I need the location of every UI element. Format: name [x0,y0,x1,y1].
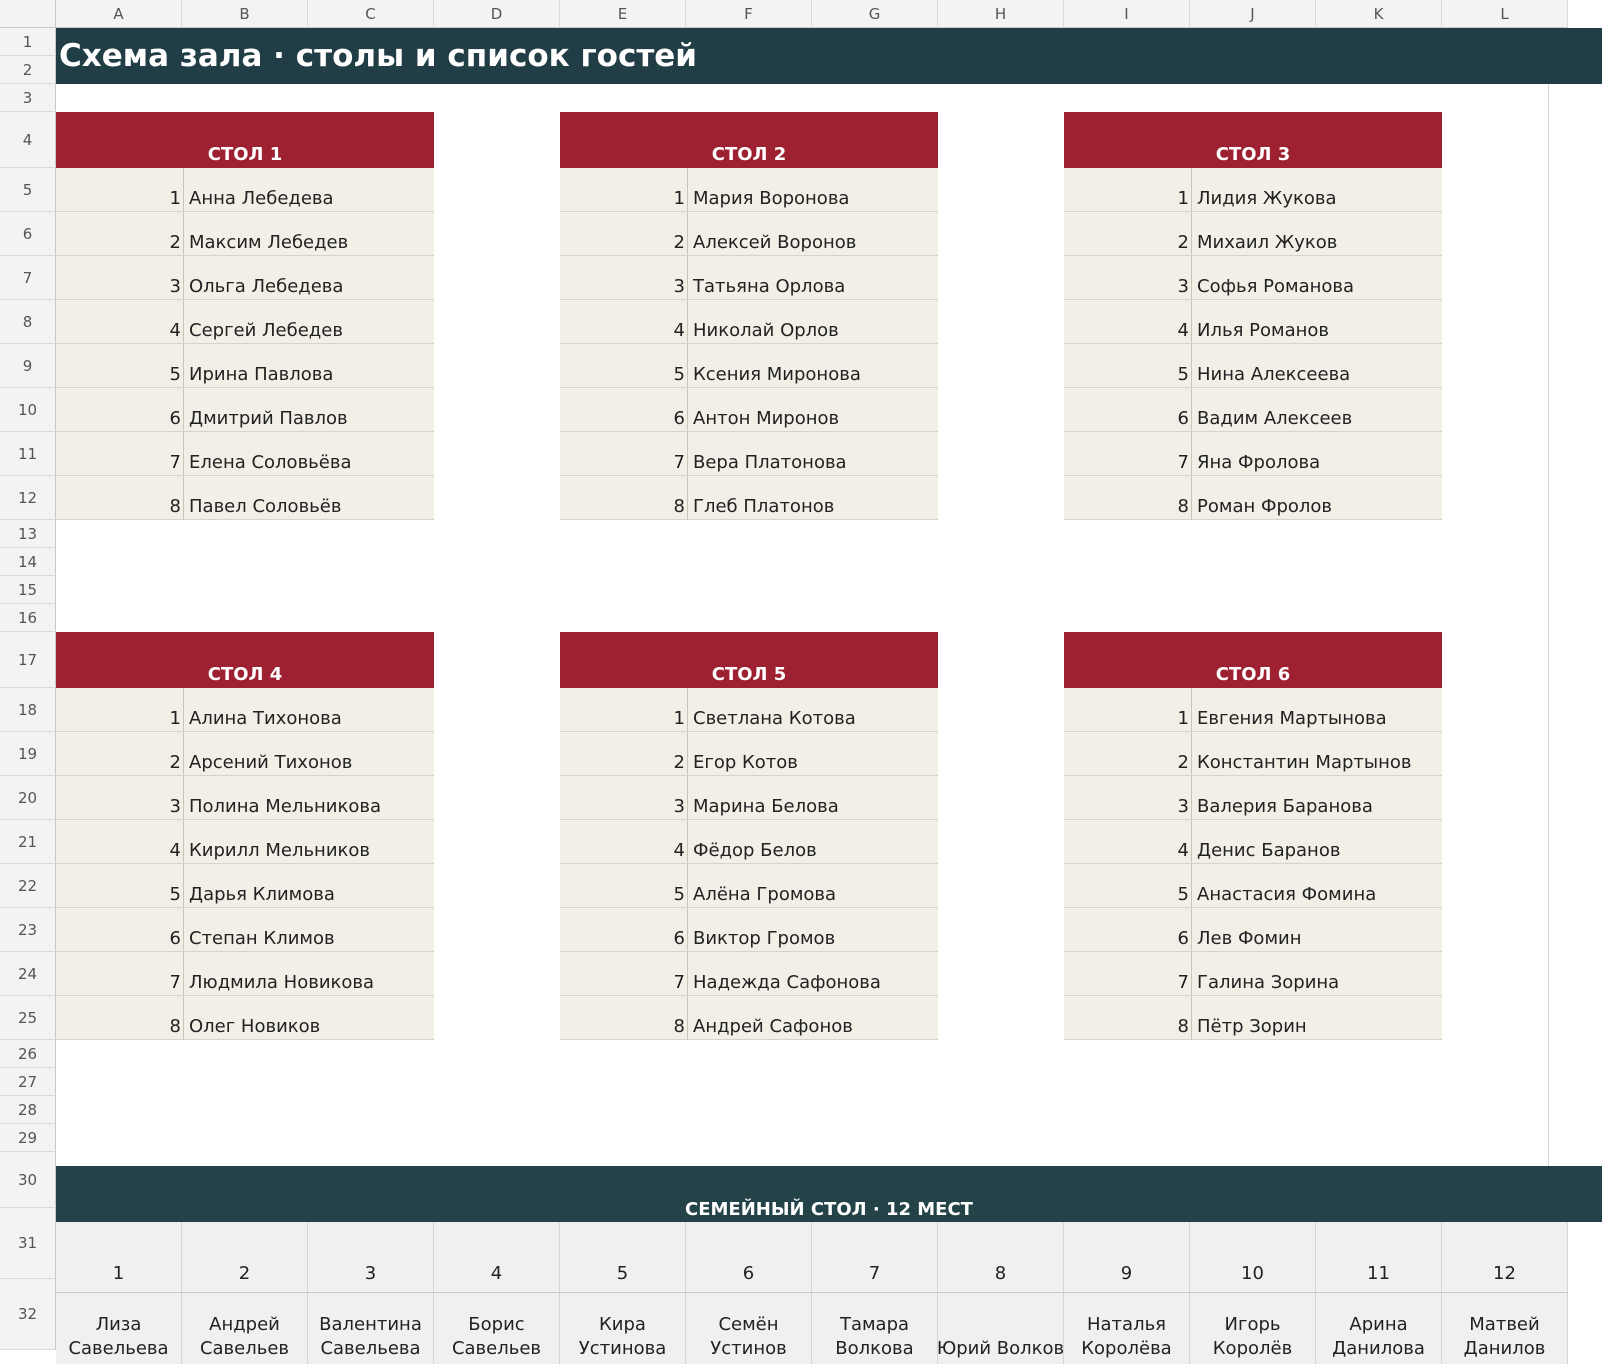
family-guest-name-line: Тамара [839,1314,910,1335]
guest-row[interactable] [56,996,434,1040]
row-header-1[interactable]: 1 [0,28,56,56]
family-guest-name-line: Андрей [209,1314,280,1335]
seat-number: 7 [560,432,688,475]
seat-number: 5 [56,864,184,907]
guest-row[interactable] [560,300,938,344]
row-header-15[interactable]: 15 [0,576,56,604]
row-header-14[interactable]: 14 [0,548,56,576]
row-header-29[interactable]: 29 [0,1124,56,1152]
guest-row[interactable] [560,908,938,952]
row-header-8[interactable]: 8 [0,300,56,344]
guest-row[interactable] [560,388,938,432]
guest-name: Виктор Громов [693,928,836,949]
guest-name: Дмитрий Павлов [189,408,348,429]
guest-row[interactable] [1064,996,1442,1040]
guest-row[interactable] [56,688,434,732]
family-guest-name-line: Лиза [95,1314,142,1335]
guest-name: Светлана Котова [693,708,856,729]
seat-number: 5 [56,344,184,387]
family-seat-number[interactable]: 6 [686,1222,812,1293]
seat-number: 4 [560,300,688,343]
seat-number: 8 [560,476,688,519]
guest-name: Егор Котов [693,752,798,773]
family-seat-name[interactable] [812,1293,938,1364]
seat-number: 5 [1064,864,1192,907]
seat-number: 5 [1064,344,1192,387]
row-header-17[interactable]: 17 [0,632,56,688]
guest-row[interactable] [1064,432,1442,476]
guest-name: Анастасия Фомина [1197,884,1377,905]
guest-name: Антон Миронов [693,408,840,429]
guest-row[interactable] [560,864,938,908]
column-header-j[interactable]: J [1190,0,1316,28]
guest-name: Арсений Тихонов [189,752,353,773]
guest-row[interactable] [1064,344,1442,388]
family-seat-name[interactable] [182,1293,308,1364]
family-guest-name-line: Королёва [1081,1338,1172,1359]
column-header-b[interactable]: B [182,0,308,28]
table-header: СТОЛ 3 [1064,112,1442,168]
column-header-a[interactable]: A [56,0,182,28]
gridline [1548,84,1549,1166]
family-guest-name-line: Юрий Волков [936,1338,1065,1359]
guest-name: Денис Баранов [1197,840,1341,861]
seat-number: 4 [1064,300,1192,343]
row-header-10[interactable]: 10 [0,388,56,432]
seat-number: 7 [56,432,184,475]
seat-number: 4 [56,300,184,343]
guest-row[interactable] [1064,300,1442,344]
seat-number: 8 [1064,476,1192,519]
seat-number: 4 [56,820,184,863]
row-header-12[interactable]: 12 [0,476,56,520]
seat-number: 3 [1064,776,1192,819]
seat-number: 8 [56,996,184,1039]
guest-row[interactable] [1064,168,1442,212]
seat-number: 3 [56,776,184,819]
guest-row[interactable] [56,952,434,996]
family-seat-number[interactable]: 2 [182,1222,308,1293]
guest-name: Алексей Воронов [693,232,857,253]
guest-row[interactable] [56,776,434,820]
guest-row[interactable] [56,732,434,776]
seat-number: 1 [1064,688,1192,731]
seat-number: 7 [560,952,688,995]
guest-name: Людмила Новикова [189,972,375,993]
guest-row[interactable] [56,476,434,520]
family-seat-number[interactable]: 9 [1064,1222,1190,1293]
guest-row[interactable] [560,476,938,520]
row-header-28[interactable]: 28 [0,1096,56,1124]
family-guest-name-line: Волкова [835,1338,914,1359]
family-guest-name-line: Матвей [1469,1314,1540,1335]
table-header: СТОЛ 5 [560,632,938,688]
row-header-31[interactable]: 31 [0,1208,56,1279]
guest-row[interactable] [1064,908,1442,952]
guest-row[interactable] [560,432,938,476]
family-guest-name-line: Королёв [1212,1338,1293,1359]
guest-row[interactable] [1064,732,1442,776]
family-seat-name[interactable] [1190,1293,1316,1364]
seat-number: 1 [560,688,688,731]
guest-row[interactable] [1064,256,1442,300]
family-guest-name-line: Данилова [1332,1338,1425,1359]
guest-row[interactable] [560,952,938,996]
family-seat-number[interactable]: 3 [308,1222,434,1293]
seat-number: 6 [560,388,688,431]
column-header-e[interactable]: E [560,0,686,28]
table-header: СТОЛ 6 [1064,632,1442,688]
family-seat-number[interactable]: 11 [1316,1222,1442,1293]
family-seat-number[interactable]: 8 [938,1222,1064,1293]
page-title: Схема зала · столы и список гостей [56,28,1602,84]
column-header-c[interactable]: C [308,0,434,28]
seat-number: 6 [560,908,688,951]
guest-row[interactable] [1064,952,1442,996]
seat-number: 1 [1064,168,1192,211]
row-header-11[interactable]: 11 [0,432,56,476]
seat-number: 3 [560,776,688,819]
guest-row[interactable] [560,344,938,388]
guest-row[interactable] [560,776,938,820]
family-table-header: СЕМЕЙНЫЙ СТОЛ · 12 МЕСТ [56,1166,1602,1222]
seat-number: 6 [56,908,184,951]
family-guest-name-line: Игорь [1224,1314,1281,1335]
guest-name: Надежда Сафонова [693,972,881,993]
family-guest-name-line: Савельев [199,1338,290,1359]
family-seat-name[interactable] [434,1293,560,1364]
guest-name: Максим Лебедев [189,232,349,253]
guest-name: Вера Платонова [693,452,847,473]
guest-name: Лидия Жукова [1197,188,1337,209]
guest-name: Софья Романова [1197,276,1355,297]
family-guest-name-line: Валентина [319,1314,422,1335]
guest-name: Ольга Лебедева [189,276,344,297]
row-header-20[interactable]: 20 [0,776,56,820]
seat-number: 1 [56,688,184,731]
guest-row[interactable] [56,908,434,952]
table-header: СТОЛ 4 [56,632,434,688]
guest-row[interactable] [1064,212,1442,256]
family-seat-number[interactable]: 1 [56,1222,182,1293]
guest-name: Галина Зорина [1197,972,1340,993]
guest-name: Фёдор Белов [693,840,817,861]
guest-name: Валерия Баранова [1197,796,1373,817]
guest-name: Мария Воронова [693,188,850,209]
row-header-6[interactable]: 6 [0,212,56,256]
guest-name: Нина Алексеева [1197,364,1351,385]
row-header-3[interactable]: 3 [0,84,56,112]
row-header-22[interactable]: 22 [0,864,56,908]
seat-number: 4 [1064,820,1192,863]
seat-number: 7 [1064,952,1192,995]
guest-row[interactable] [560,732,938,776]
row-header-7[interactable]: 7 [0,256,56,300]
guest-row[interactable] [56,432,434,476]
seat-number: 5 [560,344,688,387]
guest-name: Михаил Жуков [1197,232,1338,253]
guest-name: Олег Новиков [189,1016,321,1037]
guest-name: Сергей Лебедев [189,320,343,341]
guest-name: Илья Романов [1197,320,1329,341]
family-seat-name[interactable] [1316,1293,1442,1364]
guest-name: Алина Тихонова [189,708,342,729]
seat-number: 3 [56,256,184,299]
family-guest-name-line: Наталья [1086,1314,1167,1335]
seat-number: 8 [1064,996,1192,1039]
guest-row[interactable] [560,168,938,212]
guest-row[interactable] [56,344,434,388]
guest-row[interactable] [1064,388,1442,432]
guest-name: Глеб Платонов [693,496,835,517]
guest-name: Татьяна Орлова [693,276,846,297]
family-guest-name-line: Борис [468,1314,525,1335]
row-header-5[interactable]: 5 [0,168,56,212]
guest-row[interactable] [1064,688,1442,732]
family-seat-number[interactable]: 4 [434,1222,560,1293]
guest-name: Анна Лебедева [189,188,334,209]
guest-row[interactable] [1064,820,1442,864]
family-seat-name[interactable] [938,1293,1064,1364]
seat-number: 2 [56,732,184,775]
table-header: СТОЛ 2 [560,112,938,168]
guest-row[interactable] [56,212,434,256]
guest-row[interactable] [560,212,938,256]
guest-name: Ксения Миронова [693,364,861,385]
family-guest-name-line: Семён [718,1314,779,1335]
row-header-2[interactable]: 2 [0,56,56,84]
seat-number: 6 [1064,388,1192,431]
guest-row[interactable] [56,820,434,864]
guest-row[interactable] [560,256,938,300]
family-seat-number[interactable]: 5 [560,1222,686,1293]
guest-name: Пётр Зорин [1197,1016,1307,1037]
seat-number: 6 [1064,908,1192,951]
seat-number: 8 [560,996,688,1039]
column-header-g[interactable]: G [812,0,938,28]
family-guest-name-line: Кира [599,1314,646,1335]
seat-number: 2 [1064,732,1192,775]
family-seat-name[interactable] [1064,1293,1190,1364]
row-header-13[interactable]: 13 [0,520,56,548]
row-header-19[interactable]: 19 [0,732,56,776]
guest-row[interactable] [56,388,434,432]
guest-name: Елена Соловьёва [189,452,352,473]
seat-number: 8 [56,476,184,519]
guest-name: Дарья Климова [189,884,335,905]
guest-row[interactable] [1064,476,1442,520]
row-header-26[interactable]: 26 [0,1040,56,1068]
family-seat-name[interactable] [56,1293,182,1364]
seat-number: 6 [56,388,184,431]
seat-number: 7 [56,952,184,995]
guest-name: Марина Белова [693,796,839,817]
guest-name: Николай Орлов [693,320,839,341]
family-guest-name-line: Савельева [68,1338,169,1359]
column-header-h[interactable]: H [938,0,1064,28]
row-header-23[interactable]: 23 [0,908,56,952]
seat-number: 2 [560,212,688,255]
table-header: СТОЛ 1 [56,112,434,168]
seat-number: 5 [560,864,688,907]
family-guest-name-line: Данилов [1463,1338,1546,1359]
column-header-k[interactable]: K [1316,0,1442,28]
family-guest-name-line: Устинов [710,1338,787,1359]
guest-row[interactable] [56,168,434,212]
seat-number: 2 [56,212,184,255]
row-header-18[interactable]: 18 [0,688,56,732]
seat-number: 4 [560,820,688,863]
column-header-i[interactable]: I [1064,0,1190,28]
guest-name: Кирилл Мельников [189,840,371,861]
row-header-9[interactable]: 9 [0,344,56,388]
family-seat-name[interactable] [560,1293,686,1364]
guest-name: Алёна Громова [693,884,837,905]
seat-number: 2 [560,732,688,775]
seat-number: 1 [56,168,184,211]
column-header-f[interactable]: F [686,0,812,28]
family-seat-name[interactable] [1442,1293,1568,1364]
column-header-d[interactable]: D [434,0,560,28]
family-guest-name-line: Арина [1349,1314,1408,1335]
guest-name: Лев Фомин [1197,928,1302,949]
family-guest-name-line: Савельева [320,1338,421,1359]
guest-name: Ирина Павлова [189,364,334,385]
family-seat-name[interactable] [686,1293,812,1364]
row-header-32[interactable]: 32 [0,1279,56,1350]
seat-number: 1 [560,168,688,211]
row-header-25[interactable]: 25 [0,996,56,1040]
row-header-4[interactable]: 4 [0,112,56,168]
family-guest-name-line: Устинова [578,1338,667,1359]
family-seat-number[interactable]: 10 [1190,1222,1316,1293]
guest-name: Андрей Сафонов [693,1016,853,1037]
guest-row[interactable] [1064,776,1442,820]
guest-name: Роман Фролов [1197,496,1333,517]
guest-row[interactable] [1064,864,1442,908]
family-seat-number[interactable]: 7 [812,1222,938,1293]
guest-name: Вадим Алексеев [1197,408,1353,429]
row-header-16[interactable]: 16 [0,604,56,632]
family-guest-name-line: Савельев [451,1338,542,1359]
guest-name: Степан Климов [189,928,335,949]
column-header-l[interactable]: L [1442,0,1568,28]
seat-number: 3 [560,256,688,299]
guest-row[interactable] [56,300,434,344]
seat-number: 7 [1064,432,1192,475]
guest-name: Яна Фролова [1197,452,1321,473]
guest-row[interactable] [56,864,434,908]
family-seat-number[interactable]: 12 [1442,1222,1568,1293]
seat-number: 2 [1064,212,1192,255]
guest-row[interactable] [560,688,938,732]
guest-name: Павел Соловьёв [189,496,342,517]
guest-row[interactable] [560,820,938,864]
guest-name: Полина Мельникова [189,796,381,817]
family-seat-name[interactable] [308,1293,434,1364]
row-header-30[interactable]: 30 [0,1152,56,1208]
row-header-24[interactable]: 24 [0,952,56,996]
guest-row[interactable] [56,256,434,300]
select-all-corner[interactable] [0,0,56,28]
row-header-21[interactable]: 21 [0,820,56,864]
guest-row[interactable] [560,996,938,1040]
guest-name: Константин Мартынов [1197,752,1412,773]
guest-name: Евгения Мартынова [1197,708,1387,729]
row-header-27[interactable]: 27 [0,1068,56,1096]
seat-number: 3 [1064,256,1192,299]
